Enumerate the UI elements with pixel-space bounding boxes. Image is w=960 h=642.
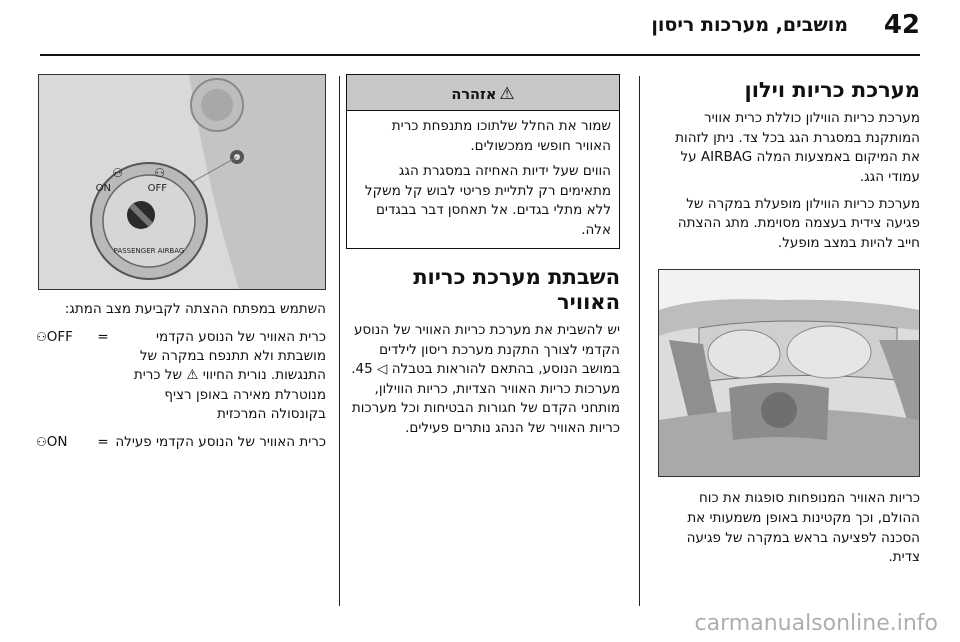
mode-row-off [36,328,326,425]
curtain-airbag-illustration [658,269,920,477]
switch-airbag-on-icon: ⚇ [112,166,123,180]
mode-off-key [36,328,96,425]
mode-off-equals: = [97,328,109,345]
warning-title: אזהרה [451,87,497,103]
watermark: carmanualsonline.info [694,611,938,636]
car-interior-curtain-airbag-image [659,270,919,476]
middle-column [346,74,620,439]
airbag-on-icon: ⚇ [36,434,47,449]
page-number: 42 [883,10,920,40]
warning-box [346,74,620,249]
curtain-airbag-paragraph-2: מערכת כריות הווילון מופעלת במקרה של פגיעה צידית בעצמה מסוימת. מתג ההצתה חייב להיות במצב מופעל. [677,195,920,251]
curtain-airbag-paragraph-1: מערכת כריות הווילון כוללת כרית אוויר המותקנת במסגרת הגג בכל צד. ניתן לזהות את המיקום באמצעות המלה AIRBAG על עמודי הגג. [675,110,920,185]
switch-modes [36,328,326,452]
mode-on-key [36,433,96,452]
switch-brand-label: PASSENGER AIRBAG [113,247,185,255]
warning-triangle-icon: ⚠ [499,84,515,104]
mode-off-key-label: OFF [46,328,73,345]
mode-on-key-label: ON [46,433,68,450]
airbag-off-icon: ⚇ [36,329,47,344]
warning-paragraph-2: הווים שעל ידיות האחיזה במסגרת הגג מתאימים רק לתליית פריטי לבוש קל משקל ללא מתלי בגדים. אל תאחסן דבר בבגדים אלה. [364,163,611,238]
warning-body [347,111,619,248]
warning-title-bar [347,75,619,111]
page-header-title: מושבים, מערכות ריסון [651,14,848,36]
mode-row-on [36,433,326,452]
right-column [656,78,920,568]
mode-on-equals: = [97,433,109,450]
switch-airbag-off-icon: ⚇ [154,166,165,180]
curtain-airbag-caption: כריות האוויר המנופחות סופגות את כוח ההולם, וכך מקטינות באופן משמעותי את הסכנה לפציעה בראש במקרה של פגיעה צדית. [686,490,920,566]
left-column [36,74,326,452]
switch-off-label: OFF [147,183,167,194]
mode-off-text: כרית האוויר של הנוסע הקדמי מושבתת ולא תתנפח במקרה של התנגשות. נורית החיווי ⚠ של כרית מנוטרלת מאירה באופן רציף בקונסולה המרכזית [133,328,326,423]
airbag-switch-illustration [38,74,326,290]
switch-intro: השתמש במפתח ההצתה לקביעת מצב המתג: [64,301,326,317]
warning-paragraph-1: שמור את החלל שלתוכו מתנפחת כרית האוויר חופשי ממכשולים. [391,118,611,154]
curtain-airbag-heading: מערכת כריות וילון [744,78,920,102]
mode-on-text: כרית האוויר של הנוסע הקדמי פעילה [115,433,326,450]
airbag-deactivation-paragraph: יש להשבית את מערכת כריות האוויר של הנוסע הקדמי לצורך התקנת מערכת ריסון לילדים במושב הנוסע, בהתאם להוראות בטבלה ◁ 45. מערכות כריות האוויר הצדיות, כריות הווילון, מותחני הקדם של חגורות הבטיחות וכל מערכות כריות האוויר של הנהג נותרים פעילים. [351,321,620,436]
column-divider-left [339,76,340,606]
column-divider-right [639,76,640,606]
airbag-key-switch-image [39,75,325,289]
airbag-deactivation-heading: השבתת מערכת כריות האוויר [413,264,620,314]
header-rule [40,54,920,56]
switch-on-label: ON [95,183,111,194]
